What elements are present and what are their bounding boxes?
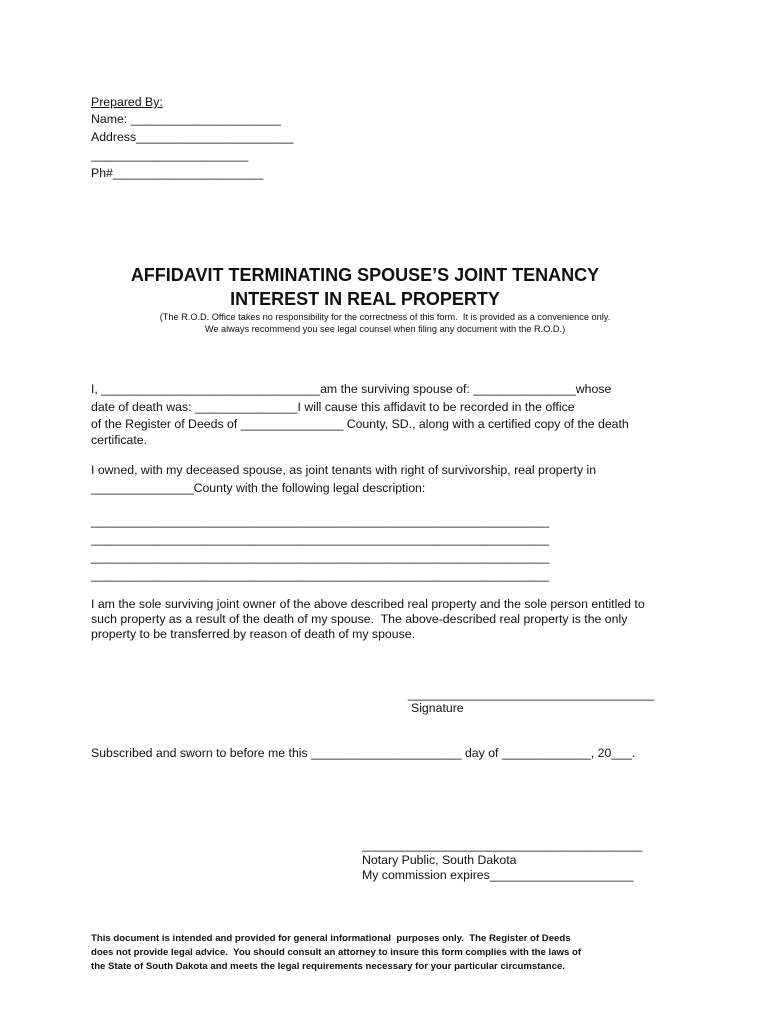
address-field-line-2[interactable]: _______________________: [91, 148, 249, 162]
notary-signature-line[interactable]: _________________________________________: [362, 838, 643, 852]
disclaimer-line-2: We always recommend you see legal counsel when filing any document with the R.O.D.): [204, 324, 566, 334]
prepared-by-heading: Prepared By:: [91, 95, 163, 109]
sole-owner-statement-line-2: such property as a result of the death of my spouse. The above-described real property is the only: [91, 612, 628, 626]
signature-label: Signature: [411, 701, 464, 715]
name-field-line[interactable]: Name: ______________________: [91, 112, 282, 126]
subscribed-sworn-line[interactable]: Subscribed and sworn to before me this ______________________ day of _____________, 20___.: [91, 746, 636, 760]
footer-disclaimer-line-3: the State of South Dakota and meets the legal requirements necessary for your particular circumstance.: [91, 961, 565, 972]
document-title-line-1: AFFIDAVIT TERMINATING SPOUSE’S JOINT TENANCY: [130, 265, 600, 285]
commission-expires-line[interactable]: My commission expires_____________________: [362, 868, 634, 882]
register-of-deeds-line[interactable]: of the Register of Deeds of _______________ County, SD., along with a certified copy of the death: [91, 417, 629, 431]
certificate-line: certificate.: [91, 433, 148, 447]
legal-description-line[interactable]: ___________________________________________________________________: [91, 514, 550, 528]
signature-line[interactable]: ____________________________________: [408, 687, 655, 701]
legal-description-line[interactable]: ___________________________________________________________________: [91, 568, 550, 582]
joint-tenancy-statement: I owned, with my deceased spouse, as joint tenants with right of survivorship, real property in: [91, 463, 597, 477]
legal-description-line[interactable]: ___________________________________________________________________: [91, 550, 550, 564]
address-field-line[interactable]: Address_______________________: [91, 130, 294, 144]
surviving-spouse-line[interactable]: I, ________________________________am the surviving spouse of: _______________whose: [91, 382, 612, 396]
county-legal-description-line[interactable]: _______________County with the following legal description:: [91, 481, 426, 495]
date-of-death-line[interactable]: date of death was: _______________I will cause this affidavit to be recorded in the office: [91, 400, 575, 414]
document-title-line-2: INTEREST IN REAL PROPERTY: [230, 289, 500, 309]
disclaimer-line-1: (The R.O.D. Office takes no responsibility for the correctness of this form. It is provided as a convenience only.: [159, 312, 611, 322]
footer-disclaimer-line-2: does not provide legal advice. You should consult an attorney to insure this form complies with the laws of: [91, 947, 582, 958]
legal-description-line[interactable]: ___________________________________________________________________: [91, 532, 550, 546]
phone-field-line[interactable]: Ph#______________________: [91, 166, 264, 180]
sole-owner-statement-line-3: property to be transferred by reason of death of my spouse.: [91, 627, 416, 641]
footer-disclaimer-line-1: This document is intended and provided for general informational purposes only. The Register of Deeds: [91, 933, 571, 944]
sole-owner-statement-line-1: I am the sole surviving joint owner of the above described real property and the sole person entitled to: [91, 597, 645, 611]
notary-public-label: Notary Public, South Dakota: [362, 853, 517, 867]
